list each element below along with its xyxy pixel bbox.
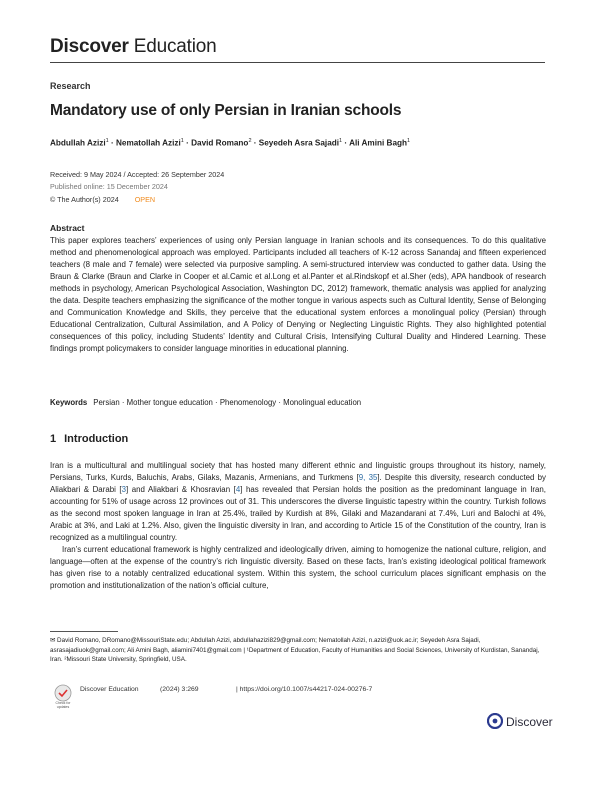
journal-title [50, 36, 216, 58]
introduction-paragraph-2: Iran’s current educational framework is highly centralized and ideologically driven, aiming to homogenize the national culture, religion, and language—often at the expense of the country’s rich linguistic diversity. Based on these facts, Iran’s existing ideological political framework has given rise to a notably centralized educational system. Within this system, the school curriculum places significant emphasis on the promotion and institutionalization of the nation’s official culture, [50, 545, 546, 591]
check-for-updates-label: Check for updates [55, 701, 71, 709]
section-number: 1 [50, 433, 57, 445]
abstract-heading: Abstract [50, 223, 85, 233]
footer-doi-link[interactable]: | https://doi.org/10.1007/s44217-024-00276-7 [236, 686, 373, 693]
author-name[interactable]: Abdullah Azizi [50, 138, 106, 148]
author-footnote: ✉ David Romano, DRomano@MissouriState.edu; Abdullah Azizi, abdullahazizi829@gmail.com; Nematollah Azizi, n.azizi@uok.ac.ir; Seyedeh Asra Sajadi, asrasajadiuok@gmail.com; Ali Amini Bagh, aliamini7401@gmail.com | ¹Department of Education, Faculty of Humanities and Social Sciences, University of Kurdistan, Sanandaj, Iran. ²Missouri State University, Springfield, USA. [50, 637, 540, 664]
crossmark-icon [50, 684, 76, 702]
text-run: ]. Despite this diversity, research conducted by Aliakbari & Darabi [ [50, 473, 546, 495]
section-title: Introduction [64, 433, 129, 445]
discover-logo-text: Discover [506, 715, 553, 729]
introduction-body [50, 460, 546, 593]
discover-logo [487, 713, 553, 733]
copyright-line [50, 195, 155, 204]
keywords-line [50, 398, 361, 407]
discover-logo-icon [487, 713, 503, 729]
keywords-label: Keywords [50, 398, 88, 407]
author-name[interactable]: Ali Amini Bagh [349, 138, 407, 148]
author-name[interactable]: Seyedeh Asra Sajadi [258, 138, 340, 148]
published-date: Published online: 15 December 2024 [50, 182, 168, 191]
check-for-updates-icon[interactable] [50, 684, 76, 714]
footnote-rule [50, 631, 118, 632]
header-rule [50, 62, 545, 63]
section-heading-introduction [50, 433, 128, 445]
footer-journal: Discover Education [80, 686, 139, 693]
journal-title-bold: Discover [50, 36, 129, 57]
footer-volume: (2024) 3:269 [160, 686, 199, 693]
abstract-text: This paper explores teachers’ experiences of using only Persian language in Iranian schools and its consequences. To do this qualitative method and phenomenological approach was employed. Participants included all teachers of K-12 across Sanandaj and fifteen experienced teachers (8 male and 7 female) were selected via purposive sampling. A semi-structured interview was conducted to gather data. Using the Braun & Clarke (Braun and Clarke in Cooper et al.Camic et al.Long et al.Panter et al.Rindskopf et al.Sher (eds), APA handbook of research methods in psychology, American Psychological Association, Washington DC, 2012) framework, thematic analysis was applied for analyzing the data. Despite teachers emphasizing the significance of the mother tongue in various aspects such as Cultural Identity, Sense of Belonging and Communication Knowledge and Skills, they perceive that the educational system enforces a monolingual policy (Persian) through Educational Centralization, Cultural Assimilation, and A Policy of Denying or Neglecting Linguistic Rights. They also highlighted potential consequences of this policy, including Students’ Identity and Cultural Crisis, Intensifying Cultural Duality and Hindered Learning. These findings prompt policymakers to consider language minorities in educational planning. [50, 236, 546, 354]
page-footer [50, 684, 550, 724]
affiliation-sup: 1 [180, 138, 184, 144]
citation-link[interactable]: 4 [235, 485, 241, 495]
author-name[interactable]: David Romano [191, 138, 249, 148]
keywords-list: Persian · Mother tongue education · Phenomenology · Monolingual education [93, 398, 362, 407]
affiliation-sup: 1 [339, 138, 343, 144]
copyright-text: © The Author(s) 2024 [50, 195, 119, 204]
text-run: ] and Aliakbari & Khosravian [ [125, 485, 236, 495]
text-run: ] has revealed that Persian holds the position as the predominant language in Iran, accounting for 51% of usage across 12 provinces out of 31. This underscores the diverse linguistic tapestry within the country. Turkish follows as the second most spoken language in Iran at 25.4%, trailed by Kurdish at 8%, Gilaki and Mazandarani at 7.4%, Luri and Balochi at 4%, Arabic at 3%, and Laki at 1.2%. Also, given the linguistic diversity in Iran, and according to Article 15 of the Constitution of the country, Iran is recognized as a multilingual country. [50, 485, 546, 543]
article-title: Mandatory use of only Persian in Iranian schools [50, 102, 402, 119]
affiliation-sup: 1 [105, 138, 109, 144]
introduction-paragraph-1 [50, 460, 546, 544]
author-name[interactable]: Nematollah Azizi [116, 138, 181, 148]
citation-link[interactable]: 3 [121, 485, 126, 495]
received-accepted-dates: Received: 9 May 2024 / Accepted: 26 September 2024 [50, 170, 225, 179]
text-run: Iran is a multicultural and multilingual society that has hosted many different ethnic and linguistic groups throughout its history, namely, Persians, Turks, Kurds, Baluchis, Arabs, Gilaks, Mazanis, Armenians, and Turkmens [ [50, 461, 546, 483]
article-type: Research [50, 81, 91, 91]
affiliation-sup: 2 [248, 138, 252, 144]
citation-link[interactable]: 9, 35 [358, 473, 378, 483]
journal-title-rest: Education [128, 36, 217, 57]
open-access-badge[interactable]: OPEN [134, 195, 156, 204]
affiliation-sup: 1 [407, 138, 411, 144]
author-list: Abdullah Azizi$^1$ · Nematollah Azizi$^1$ · David Romano$^2$ · Seyedeh Asra Sajadi$^1$ · Ali Amini Bagh$^1$ [50, 138, 411, 148]
